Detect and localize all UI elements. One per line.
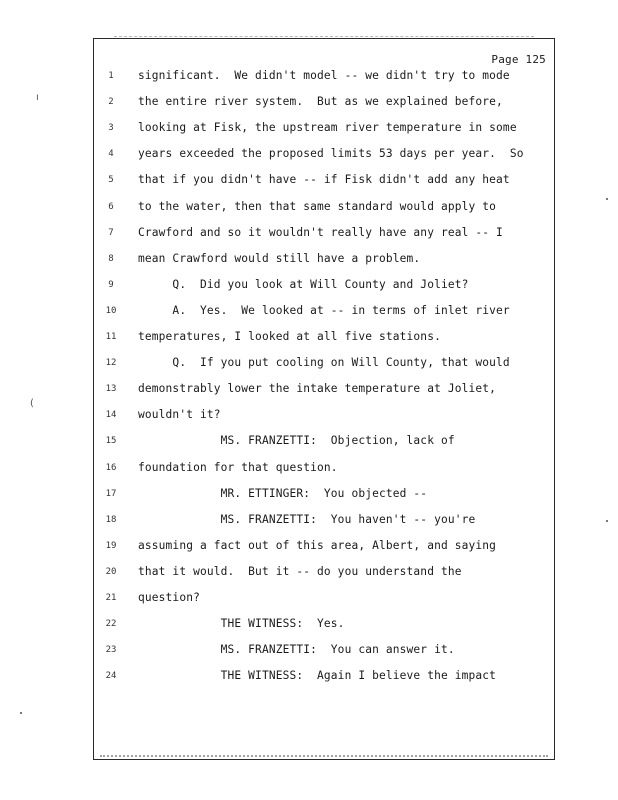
line-text: assuming a fact out of this area, Albert, and saying [138,538,497,552]
line-text: that it would. But it -- do you understand the [138,564,462,578]
transcript-line [94,382,554,408]
scan-artifact-top [114,36,534,40]
line-text: THE WITNESS: Again I believe the impact [138,669,497,683]
transcript-page [93,38,555,760]
line-number: 9 [108,279,114,290]
line-number: 10 [105,305,117,316]
line-number: 16 [105,462,117,473]
line-text: demonstrably lower the intake temperature at Joliet, [138,382,497,396]
margin-speck: ( [30,398,34,409]
line-text: Q. Did you look at Will County and Joliet? [138,277,469,291]
line-text: years exceeded the proposed limits 53 days per year. So [138,147,524,161]
transcript-line [94,304,554,330]
line-text: Q. If you put cooling on Will County, that would [138,356,510,370]
transcript-line [94,330,554,356]
line-text: wouldn't it? [138,408,221,422]
transcript-line [94,591,554,617]
line-text: mean Crawford would still have a problem. [138,251,421,265]
line-number: 18 [105,514,117,525]
transcript-line [94,487,554,513]
line-number: 7 [108,227,114,238]
transcript-line [94,434,554,460]
line-text: MS. FRANZETTI: You can answer it. [138,643,455,657]
line-number: 1 [108,71,114,81]
margin-speck: ı [36,92,39,103]
line-text: that if you didn't have -- if Fisk didn't add any heat [138,173,510,187]
margin-speck [606,198,608,200]
line-number: 11 [105,332,117,342]
scan-artifact-bottom [100,749,548,757]
line-number: 23 [105,645,117,656]
line-text: foundation for that question. [138,460,338,474]
line-text: MS. FRANZETTI: You haven't -- you're [138,512,476,526]
line-number: 15 [105,436,117,447]
line-number: 8 [108,253,114,264]
transcript-line [94,69,554,95]
line-number: 14 [105,410,117,421]
line-number: 19 [105,540,117,551]
margin-speck [606,520,608,522]
transcript-line [94,408,554,434]
line-text: significant. We didn't model -- we didn't try to mode [138,69,510,82]
line-number: 5 [108,175,114,186]
line-text: temperatures, I looked at all five stations. [138,330,441,343]
line-text: Crawford and so it wouldn't really have any real -- I [138,225,503,239]
transcript-line [94,147,554,173]
transcript-line [94,173,554,199]
page-number: Page 125 [491,53,546,66]
line-number: 22 [105,619,117,630]
line-text: the entire river system. But as we explained before, [138,95,503,109]
line-number: 24 [105,671,117,682]
line-number: 6 [108,201,114,212]
line-number: 21 [105,593,117,603]
line-number: 17 [105,488,117,499]
transcript-line [94,95,554,121]
line-text: A. Yes. We looked at -- in terms of inlet river [138,303,510,317]
transcript-line [94,513,554,539]
transcript-line [94,539,554,565]
line-text: THE WITNESS: Yes. [138,617,345,631]
line-number: 2 [108,97,114,108]
line-text: MR. ETTINGER: You objected -- [138,486,428,500]
transcript-line [94,643,554,669]
transcript-line [94,565,554,591]
transcript-line [94,669,554,695]
transcript-line [94,461,554,487]
line-number: 3 [108,123,114,134]
line-number: 12 [105,358,117,369]
transcript-line [94,200,554,226]
line-text: MS. FRANZETTI: Objection, lack of [138,434,455,448]
margin-speck [20,712,22,714]
transcript-line [94,226,554,252]
line-text: to the water, then that same standard would apply to [138,199,497,213]
line-number: 13 [105,384,117,395]
line-text: question? [138,591,200,604]
line-text: looking at Fisk, the upstream river temperature in some [138,121,517,135]
transcript-line [94,252,554,278]
transcript-line [94,278,554,304]
transcript-line [94,617,554,643]
transcript-line [94,356,554,382]
line-number: 20 [105,566,117,577]
transcript-line [94,121,554,147]
line-number: 4 [108,149,114,160]
